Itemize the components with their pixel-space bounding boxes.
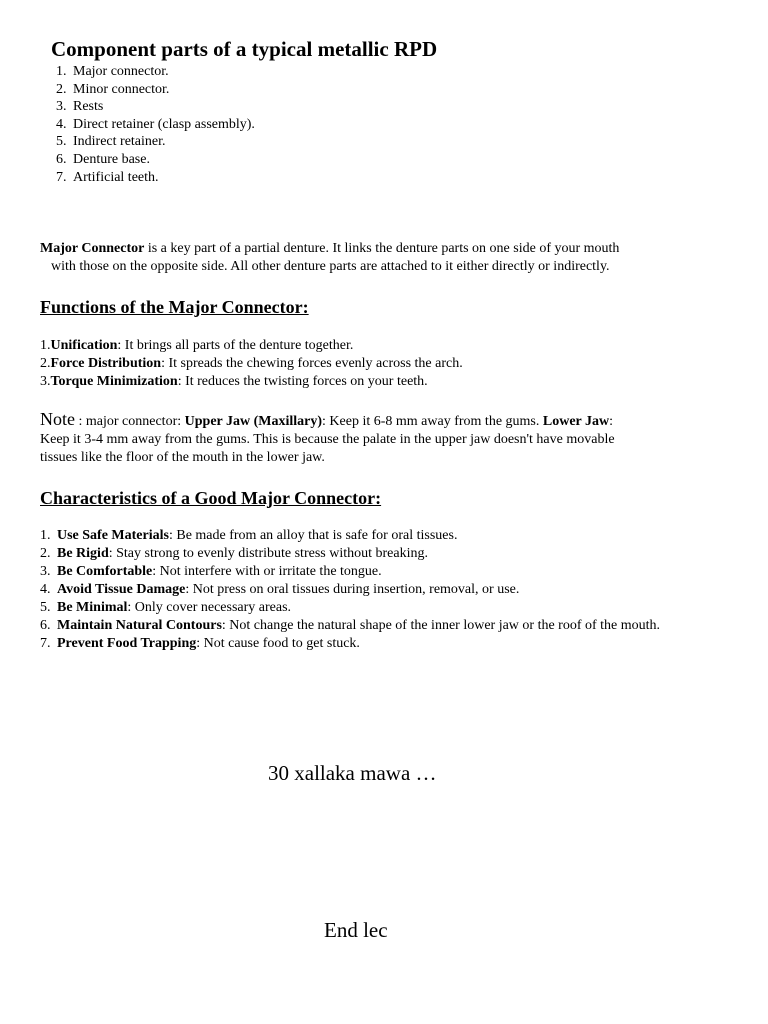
- list-term: Torque Minimization: [50, 374, 178, 389]
- list-item: [56, 151, 255, 169]
- list-item: [56, 133, 255, 151]
- list-item: [40, 355, 463, 373]
- list-item: [56, 116, 255, 134]
- list-number: 3.: [40, 564, 51, 579]
- list-item: [40, 599, 660, 617]
- list-number: 6.: [40, 618, 51, 633]
- list-number: 1.: [56, 64, 67, 79]
- note-text: :: [609, 414, 613, 429]
- list-number: 1.: [40, 528, 51, 543]
- upper-jaw-term: Upper Jaw (Maxillary): [184, 414, 323, 429]
- list-term: Be Rigid: [57, 546, 109, 561]
- note-text: : Keep it 6-8 mm away from the gums.: [322, 414, 543, 429]
- footer-note: 30 xallaka mawa …: [268, 761, 437, 785]
- list-item: [40, 545, 660, 563]
- list-text: Major connector.: [73, 64, 169, 79]
- note-line-3: tissues like the floor of the mouth in the lower jaw.: [40, 450, 325, 465]
- list-number: 3.: [56, 99, 67, 115]
- list-text: : Stay strong to evenly distribute stress without breaking.: [108, 546, 428, 561]
- list-term: Prevent Food Trapping: [57, 636, 197, 651]
- list-number: 4.: [56, 116, 67, 132]
- list-item: [56, 63, 255, 81]
- list-number: 1.: [40, 338, 51, 353]
- note-line-1: [40, 410, 615, 431]
- list-term: Unification: [50, 338, 118, 353]
- characteristics-list: [40, 527, 660, 653]
- list-number: 2.: [40, 356, 51, 371]
- note-text: : major connector:: [75, 414, 185, 429]
- list-term: Be Minimal: [57, 600, 128, 615]
- list-text: : Only cover necessary areas.: [127, 600, 292, 615]
- list-text: : Not change the natural shape of the inner lower jaw or the roof of the mouth.: [221, 618, 661, 633]
- list-text: Denture base.: [73, 151, 150, 167]
- list-number: 2.: [40, 546, 51, 561]
- list-item: [56, 98, 255, 116]
- list-text: Artificial teeth.: [73, 169, 159, 185]
- list-number: 2.: [56, 81, 67, 97]
- list-term: Maintain Natural Contours: [57, 618, 222, 633]
- list-number: 3.: [40, 374, 51, 389]
- list-item: [56, 169, 255, 187]
- end-lecture-note: End lec: [324, 918, 388, 942]
- list-number: 6.: [56, 151, 67, 167]
- note-label: Note: [40, 409, 75, 429]
- list-item: [40, 581, 660, 599]
- list-text: : It brings all parts of the denture together.: [117, 338, 354, 353]
- list-item: [40, 563, 660, 581]
- list-text: : It spreads the chewing forces evenly across the arch.: [161, 356, 463, 371]
- list-text: : Be made from an alloy that is safe for oral tissues.: [168, 528, 458, 543]
- parts-list: [56, 63, 255, 186]
- list-text: : Not interfere with or irritate the tongue.: [152, 564, 382, 579]
- list-item: [40, 337, 463, 355]
- list-text: : Not press on oral tissues during insertion, removal, or use.: [185, 582, 520, 597]
- page-title: Component parts of a typical metallic RPD: [51, 37, 438, 61]
- intro-term: Major Connector: [40, 241, 145, 256]
- lower-jaw-term: Lower Jaw: [542, 414, 610, 429]
- characteristics-heading: Characteristics of a Good Major Connector:: [40, 488, 382, 508]
- list-number: 5.: [40, 600, 51, 615]
- intro-text: is a key part of a partial denture. It links the denture parts on one side of your mouth: [144, 241, 620, 256]
- list-text: Direct retainer (clasp assembly).: [73, 116, 255, 132]
- list-text: : It reduces the twisting forces on your teeth.: [177, 374, 428, 389]
- list-number: 5.: [56, 134, 67, 150]
- list-term: Use Safe Materials: [57, 528, 169, 543]
- functions-heading: Functions of the Major Connector:: [40, 297, 309, 317]
- list-item: [40, 527, 660, 545]
- note-paragraph: [40, 410, 615, 467]
- list-number: 7.: [40, 636, 51, 651]
- list-number: 4.: [40, 582, 51, 597]
- intro-paragraph: [40, 240, 619, 276]
- list-term: Avoid Tissue Damage: [57, 582, 186, 597]
- list-text: Minor connector.: [73, 81, 170, 97]
- functions-list: [40, 337, 463, 391]
- list-term: Force Distribution: [50, 356, 162, 371]
- list-item: [40, 617, 660, 635]
- list-number: 7.: [56, 169, 67, 185]
- list-text: Rests: [73, 99, 104, 115]
- note-line-2: Keep it 3-4 mm away from the gums. This is because the palate in the upper jaw doesn't have movable: [40, 432, 615, 447]
- list-item: [40, 373, 463, 391]
- intro-line-2: with those on the opposite side. All other denture parts are attached to it either directly or indirectly.: [51, 259, 610, 274]
- list-term: Be Comfortable: [57, 564, 153, 579]
- list-item: [40, 635, 660, 653]
- list-text: Indirect retainer.: [73, 134, 166, 150]
- list-text: : Not cause food to get stuck.: [196, 636, 360, 651]
- intro-line-1: [40, 240, 619, 258]
- list-item: [56, 81, 255, 99]
